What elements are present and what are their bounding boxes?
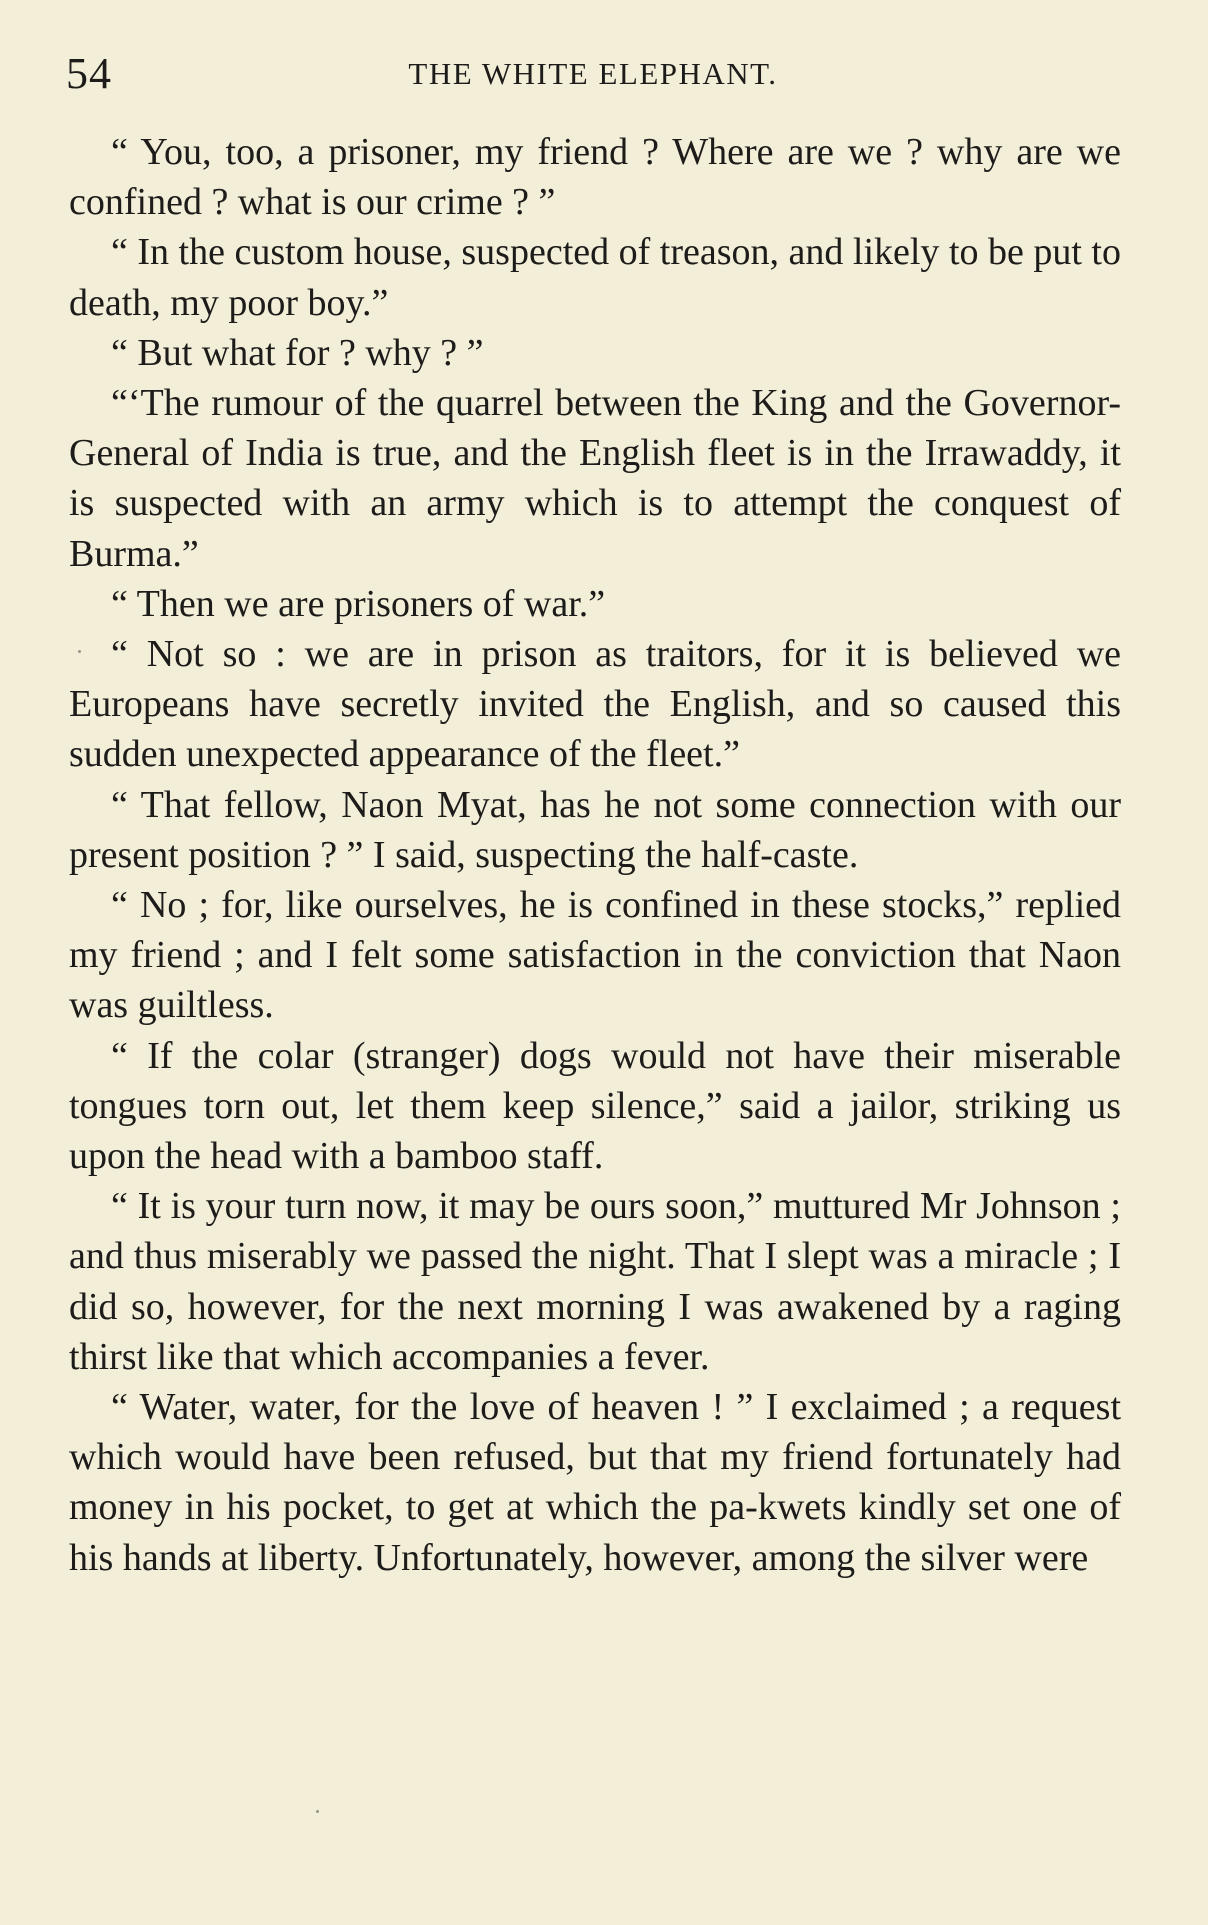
body-text — [69, 127, 1121, 1583]
running-head — [66, 40, 1120, 100]
paragraph: “ Then we are prisoners of war.” — [111, 582, 606, 625]
paragraph: “‘The rumour of the quarrel between the King and the Governor-General of India is true, and the English fleet is in the Irrawaddy, it is suspected with an army which is to attempt the conquest of Burma.” — [69, 382, 1121, 575]
paper-speck — [78, 650, 81, 653]
page-number: 54 — [66, 49, 112, 98]
paragraph: “ If the colar (stranger) dogs would not have their miserable tongues torn out, let them keep silence,” said a jailor, striking us upon the head with a bamboo staff. — [69, 1034, 1121, 1178]
paragraph: “ That fellow, Naon Myat, has he not some connection with our present position ? ” I said, suspecting the half-caste. — [69, 783, 1121, 876]
paragraph: “ It is your turn now, it may be ours soon,” muttured Mr Johnson ; and thus miserably we passed the night. That I slept was a miracle ; I did so, however, for the next morning I was awakened by a raging thirst like that which accompanies a fever. — [69, 1185, 1121, 1378]
running-title: THE WHITE ELEPHANT. — [408, 56, 778, 91]
paragraph: “ No ; for, like ourselves, he is confined in these stocks,” replied my friend ; and I felt some satisfaction in the conviction that Naon was guiltless. — [69, 884, 1121, 1027]
paragraph: “ But what for ? why ? ” — [111, 331, 484, 374]
paragraph: “ Water, water, for the love of heaven ! ” I exclaimed ; a request which would have been refused, but that my friend fortunately had money in his pocket, to get at which the pa-kwets kindly set one of his hands at liberty. Unfortunately, however, among the silver were — [69, 1386, 1121, 1579]
paragraph: “ You, too, a prisoner, my friend ? Where are we ? why are we confined ? what is our crime ? ” — [69, 131, 1121, 224]
paragraph: “ Not so : we are in prison as traitors, for it is believed we Europeans have secretly invited the English, and so caused this sudden unexpected appearance of the fleet.” — [69, 633, 1121, 776]
paragraph: “ In the custom house, suspected of treason, and likely to be put to death, my poor boy.” — [69, 231, 1121, 324]
paper-speck — [316, 1810, 319, 1813]
